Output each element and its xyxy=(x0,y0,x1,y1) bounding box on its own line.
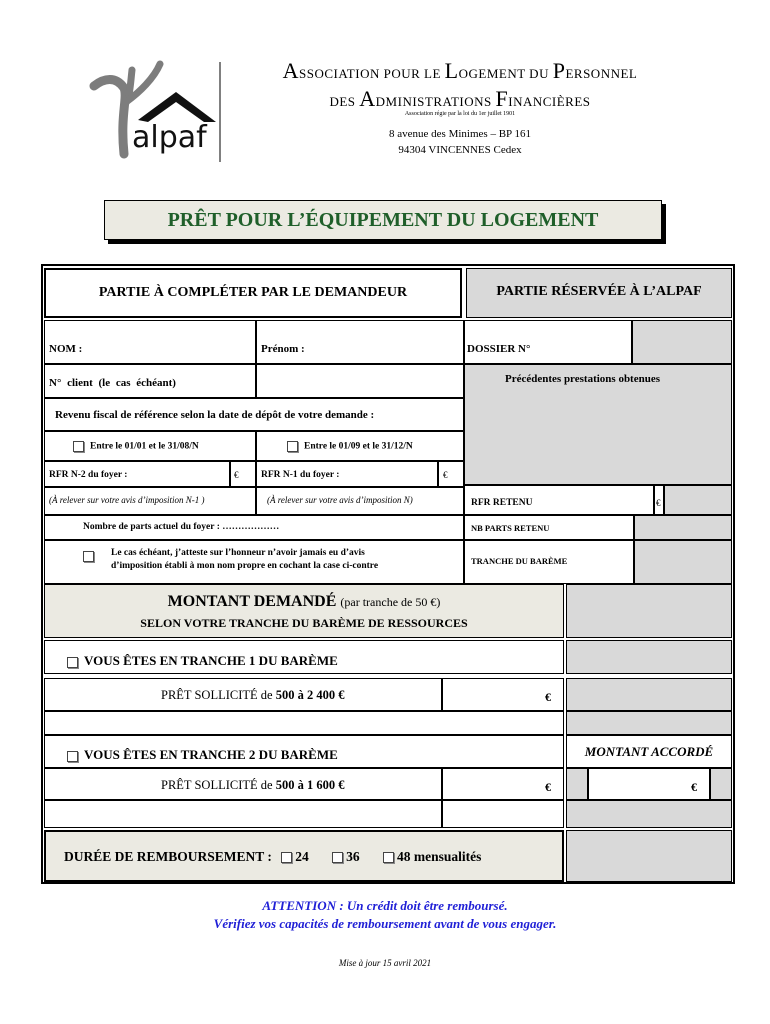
attestation-checkbox[interactable] xyxy=(83,551,94,562)
attestation-row: Le cas échéant, j’atteste sur l’honneur n’avoir jamais eu d’avis d’imposition établi à mon nom propre en cochant la case ci-contre xyxy=(44,540,464,584)
alpaf-montant-box4 xyxy=(566,711,732,735)
dossier-label: DOSSIER N° xyxy=(464,320,632,364)
nb-parts-field xyxy=(634,515,732,540)
prenom-field[interactable]: Prénom : xyxy=(256,320,464,364)
alpaf-montant-box6 xyxy=(566,830,732,882)
tranche1-checkbox[interactable] xyxy=(67,657,78,668)
tranche1-option[interactable]: VOUS ÊTES EN TRANCHE 1 DU BARÈME xyxy=(44,640,564,674)
client-number-label: N° client (le cas échéant) xyxy=(44,364,256,398)
right-section-header: PARTIE RÉSERVÉE À L’ALPAF xyxy=(466,268,732,318)
org-word: OGEMENT DU xyxy=(458,66,553,81)
logo-text: alpaf xyxy=(132,120,207,155)
avis-n1-note: (À relever sur votre avis d’imposition N-1 ) xyxy=(44,487,256,515)
spacer-row1 xyxy=(44,711,564,735)
org-word: ERSONNEL xyxy=(565,66,638,81)
avis-n-note: (À relever sur votre avis d’imposition N) xyxy=(256,487,464,515)
period1-option[interactable]: Entre le 01/01 et le 31/08/N xyxy=(44,431,256,461)
montant-accorde-left xyxy=(566,768,588,800)
rfr-n1-field[interactable]: RFR N-1 du foyer : xyxy=(256,461,438,487)
montant-header xyxy=(44,584,564,638)
org-word: DMINISTRATIONS xyxy=(375,94,496,109)
alpaf-montant-box3 xyxy=(566,678,732,711)
montant-title-suffix: (par tranche de 50 €) xyxy=(340,595,441,609)
update-date: Mise à jour 15 avril 2021 xyxy=(338,958,432,968)
alpaf-logo xyxy=(80,58,230,166)
period2-option[interactable]: Entre le 01/09 et le 31/12/N xyxy=(256,431,464,461)
montant-accorde-right xyxy=(710,768,732,800)
rfr-retenu-label: RFR RETENU xyxy=(464,485,654,515)
tranche-label: TRANCHE DU BARÈME xyxy=(464,540,634,584)
tranche2-option[interactable]: VOUS ÊTES EN TRANCHE 2 DU BARÈME xyxy=(44,735,564,768)
pret2-amount-field[interactable]: € xyxy=(442,768,564,800)
prestations-area: Précédentes prestations obtenues xyxy=(464,364,732,485)
parts-field[interactable]: Nombre de parts actuel du foyer : ……………… xyxy=(44,515,464,540)
dossier-field xyxy=(632,320,732,364)
rfr-retenu-euro: € xyxy=(654,485,664,515)
pret1-amount-field[interactable]: € xyxy=(442,678,564,711)
period1-checkbox[interactable] xyxy=(73,441,84,452)
duree-row: DURÉE DE REMBOURSEMENT : 24 36 48 mensualités xyxy=(44,830,564,882)
duree-48-checkbox[interactable] xyxy=(383,852,394,863)
org-legal-note: Association régie par la loi du 1er juillet 1901 xyxy=(404,111,516,117)
nom-field[interactable]: NOM : xyxy=(44,320,256,364)
spacer-row2b xyxy=(442,800,564,828)
pret2-label: PRÊT SOLLICITÉ de 500 à 1 600 € xyxy=(44,768,442,800)
org-address-line1: 8 avenue des Minimes – BP 161 xyxy=(389,128,531,140)
org-initial: F xyxy=(495,86,509,111)
org-address-line2: 94304 VINCENNES Cedex xyxy=(398,144,522,156)
montant-title: MONTANT DEMANDÉ xyxy=(167,593,337,610)
left-section-header: PARTIE À COMPLÉTER PAR LE DEMANDEUR xyxy=(44,268,462,318)
rfr-n2-euro: € xyxy=(230,461,256,487)
montant-accorde-label: MONTANT ACCORDÉ xyxy=(566,735,732,768)
warning-line1: ATTENTION : Un crédit doit être remboursé. xyxy=(262,898,508,913)
warning-line2: Vérifiez vos capacités de remboursement avant de vous engager. xyxy=(213,916,557,931)
spacer-row2 xyxy=(44,800,442,828)
alpaf-montant-box2 xyxy=(566,640,732,674)
rfr-retenu-field xyxy=(664,485,732,515)
tranche-field xyxy=(634,540,732,584)
org-name-line2 xyxy=(250,86,670,112)
revenu-fiscal-row: Revenu fiscal de référence selon la date de dépôt de votre demande : xyxy=(44,398,464,431)
org-initial: A xyxy=(282,58,300,83)
duree-label: DURÉE DE REMBOURSEMENT : xyxy=(64,849,272,864)
montant-subtitle: SELON VOTRE TRANCHE DU BARÈME DE RESSOURCES xyxy=(140,616,468,630)
org-initial: P xyxy=(552,58,566,83)
client-number-field[interactable] xyxy=(256,364,464,398)
rfr-n1-euro: € xyxy=(438,461,464,487)
rfr-n2-field[interactable]: RFR N-2 du foyer : xyxy=(44,461,230,487)
alpaf-montant-box1 xyxy=(566,584,732,638)
page-title-box xyxy=(104,200,662,240)
alpaf-montant-box5 xyxy=(566,800,732,828)
org-initial: L xyxy=(444,58,459,83)
period2-checkbox[interactable] xyxy=(287,441,298,452)
org-word: INANCIÈRES xyxy=(508,94,591,109)
org-name-line1 xyxy=(250,58,670,84)
duree-24-checkbox[interactable] xyxy=(281,852,292,863)
org-initial: A xyxy=(359,86,376,111)
nb-parts-label: NB PARTS RETENU xyxy=(464,515,634,540)
tranche2-checkbox[interactable] xyxy=(67,751,78,762)
montant-accorde-field: € xyxy=(588,768,710,800)
duree-36-checkbox[interactable] xyxy=(332,852,343,863)
org-word: SSOCIATION POUR LE xyxy=(299,66,445,81)
org-word: DES xyxy=(329,94,360,109)
pret1-label: PRÊT SOLLICITÉ de 500 à 2 400 € xyxy=(44,678,442,711)
page-title: PRÊT POUR L’ÉQUIPEMENT DU LOGEMENT xyxy=(167,209,599,231)
